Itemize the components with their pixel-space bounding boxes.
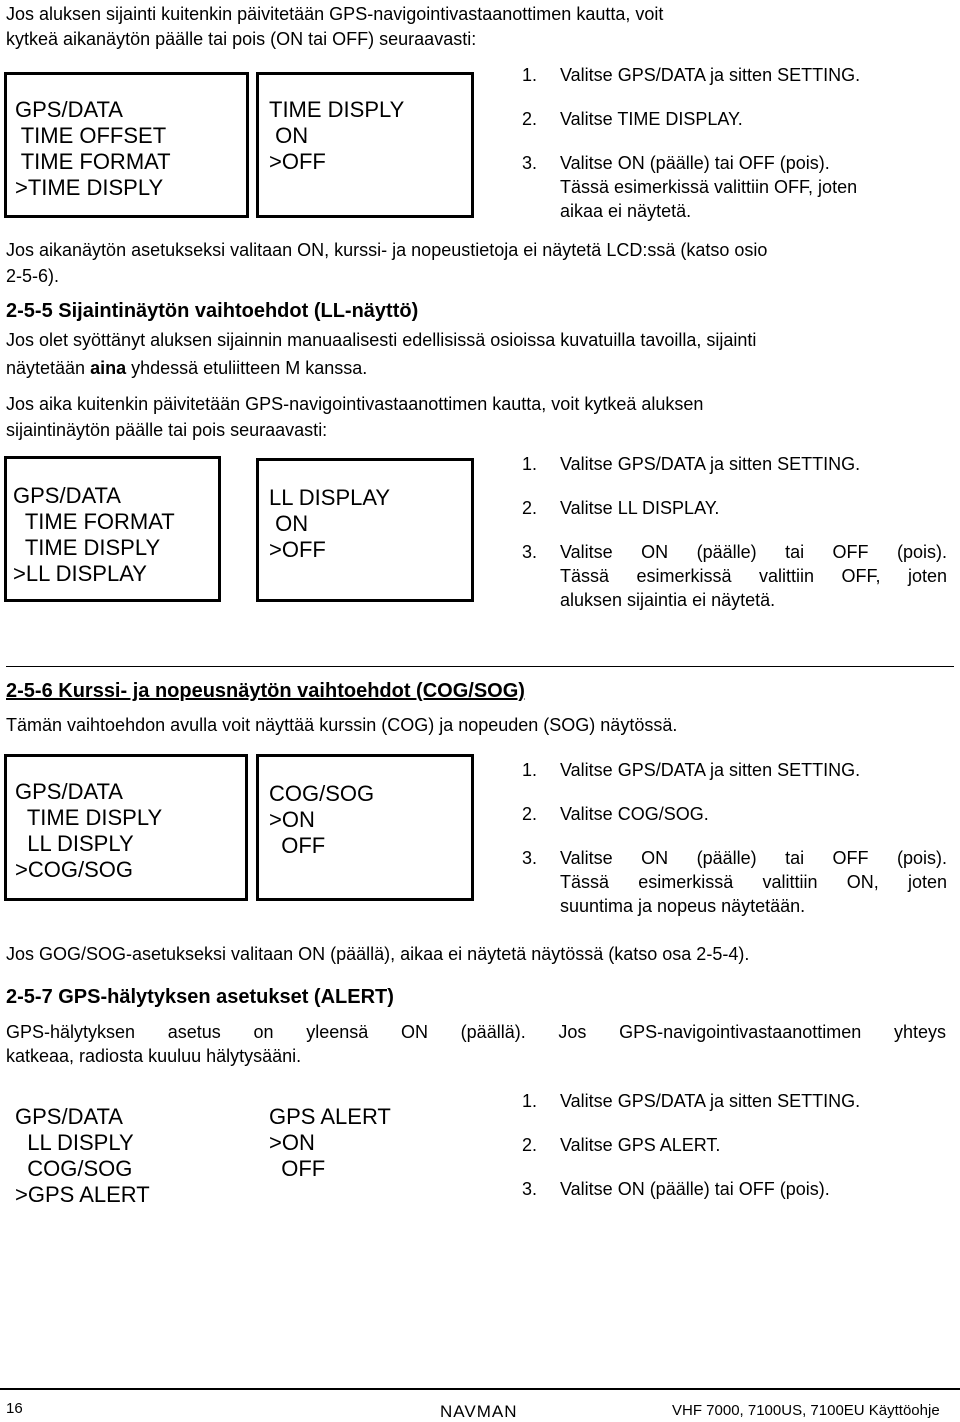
lcd-line: GPS/DATA	[15, 97, 123, 122]
step-item: 1. Valitse GPS/DATA ja sitten SETTING.	[522, 1091, 861, 1111]
lcd-line: ON	[269, 123, 309, 148]
section-255-p2-line1: Jos aika kuitenkin päivitetään GPS-navigointivastaanottimen kautta, voit kytkeä aluksen	[6, 394, 704, 414]
step-item: 3. Valitse ON (päälle) tai OFF (pois). Tässä esimerkissä valittiin OFF, joten aikaa ei näytetä.	[522, 153, 858, 221]
section-heading-257: 2-5-7 GPS-hälytyksen asetukset (ALERT)	[6, 986, 394, 1008]
section-divider	[6, 666, 954, 667]
document-title: VHF 7000, 7100US, 7100EU Käyttöohje	[672, 1402, 940, 1419]
section-255-p2-line2: sijaintinäytön päälle tai pois seuraavasti:	[6, 420, 328, 440]
page-number: 16	[6, 1400, 23, 1417]
section-heading-256: 2-5-6 Kurssi- ja nopeusnäytön vaihtoehdot (COG/SOG)	[6, 680, 525, 702]
lcd-option-box-alert	[256, 1082, 474, 1229]
lcd-option-box-time	[256, 72, 474, 218]
lcd-line: ON	[269, 511, 309, 536]
note-time-line-2: 2-5-6).	[6, 266, 60, 286]
section-255-p1-line2: näytetään aina yhdessä etuliitteen M kanssa.	[6, 358, 368, 378]
section-256-p1: Tämän vaihtoehdon avulla voit näyttää kurssin (COG) ja nopeuden (SOG) näytössä.	[6, 715, 678, 735]
step-item: 2. Valitse TIME DISPLAY.	[522, 109, 743, 129]
step-item: 2. Valitse COG/SOG.	[522, 804, 709, 824]
lcd-line: COG/SOG	[269, 781, 375, 806]
lcd-line: TIME OFFSET	[15, 123, 167, 148]
intro-line-2: kytkeä aikanäytön päälle tai pois (ON tai OFF) seuraavasti:	[6, 29, 477, 49]
lcd-menu-box-ll	[4, 456, 221, 602]
steps-list-ll	[522, 452, 947, 612]
section-256-note: Jos GOG/SOG-asetukseksi valitaan ON (päällä), aikaa ei näytetä näytössä (katso osa 2-5-4).	[6, 944, 750, 964]
lcd-line: COG/SOG	[15, 1156, 133, 1181]
lcd-line: >OFF	[269, 537, 326, 562]
step-item: 2. Valitse GPS ALERT.	[522, 1135, 721, 1155]
lcd-line: TIME FORMAT	[15, 149, 171, 174]
step-item: 3. Valitse ON (päälle) tai OFF (pois).	[522, 1179, 830, 1199]
step-item: 1. Valitse GPS/DATA ja sitten SETTING.	[522, 454, 861, 474]
lcd-option-box-cogsog	[256, 754, 474, 901]
note-time-line-1: Jos aikanäytön asetukseksi valitaan ON, kurssi- ja nopeustietoja ei näytetä LCD:ssä (katso osio	[6, 240, 768, 260]
lcd-menu-box-cogsog	[4, 754, 248, 901]
steps-list-cogsog	[522, 758, 947, 918]
lcd-line: OFF	[269, 1156, 326, 1181]
lcd-line: LL DISPLY	[15, 1130, 134, 1155]
steps-list-time	[522, 63, 860, 223]
lcd-line: >TIME DISPLY	[15, 175, 164, 200]
lcd-menu-box-time	[4, 72, 249, 218]
section-255-p1-line1: Jos olet syöttänyt aluksen sijainnin manuaalisesti edellisissä osioissa kuvatuilla tavoilla, sijainti	[6, 330, 757, 350]
lcd-line: GPS/DATA	[15, 779, 123, 804]
lcd-line: >OFF	[269, 149, 326, 174]
step-item: 1. Valitse GPS/DATA ja sitten SETTING.	[522, 760, 861, 780]
lcd-line: TIME DISPLY	[13, 535, 161, 560]
lcd-line: GPS/DATA	[13, 483, 121, 508]
lcd-menu-box-alert	[4, 1082, 248, 1229]
lcd-line: >LL DISPLAY	[13, 561, 147, 586]
step-item: 1. Valitse GPS/DATA ja sitten SETTING.	[522, 65, 861, 85]
lcd-line: >COG/SOG	[15, 857, 133, 882]
step-item: 2. Valitse LL DISPLAY.	[522, 498, 720, 518]
lcd-line: GPS ALERT	[269, 1104, 391, 1129]
brand-logo: NAVMAN	[440, 1402, 518, 1421]
lcd-line: OFF	[269, 833, 326, 858]
emphasis-aina: aina	[90, 358, 127, 378]
lcd-line: GPS/DATA	[15, 1104, 123, 1129]
step-item: 3. Valitse ON (päälle) tai OFF (pois). Tässä esimerkissä valittiin OFF, joten aluksen sijaintia ei näytetä.	[522, 542, 947, 610]
step-item: 3. Valitse ON (päälle) tai OFF (pois). Tässä esimerkissä valittiin ON, joten suuntima ja nopeus näytetään.	[522, 848, 947, 916]
lcd-line: >GPS ALERT	[15, 1182, 150, 1207]
lcd-line: TIME FORMAT	[13, 509, 175, 534]
lcd-line: TIME DISPLY	[15, 805, 163, 830]
lcd-line: >ON	[269, 807, 315, 832]
lcd-line: LL DISPLAY	[269, 485, 391, 510]
section-257-p1-line1: GPS-hälytyksen asetus on yleensä ON (päällä). Jos GPS-navigointivastaanottimen yhteys	[6, 1022, 946, 1042]
footer-rule	[0, 1388, 960, 1390]
steps-list-alert	[522, 1089, 860, 1201]
intro-line-1: Jos aluksen sijainti kuitenkin päivitetään GPS-navigointivastaanottimen kautta, voit	[6, 4, 664, 24]
section-257-p1-line2: katkeaa, radiosta kuuluu hälytysääni.	[6, 1046, 302, 1066]
lcd-option-box-ll	[256, 458, 474, 602]
lcd-line: LL DISPLY	[15, 831, 134, 856]
section-heading-255: 2-5-5 Sijaintinäytön vaihtoehdot (LL-näyttö)	[6, 300, 419, 322]
lcd-line: TIME DISPLY	[269, 97, 405, 122]
lcd-line: >ON	[269, 1130, 315, 1155]
